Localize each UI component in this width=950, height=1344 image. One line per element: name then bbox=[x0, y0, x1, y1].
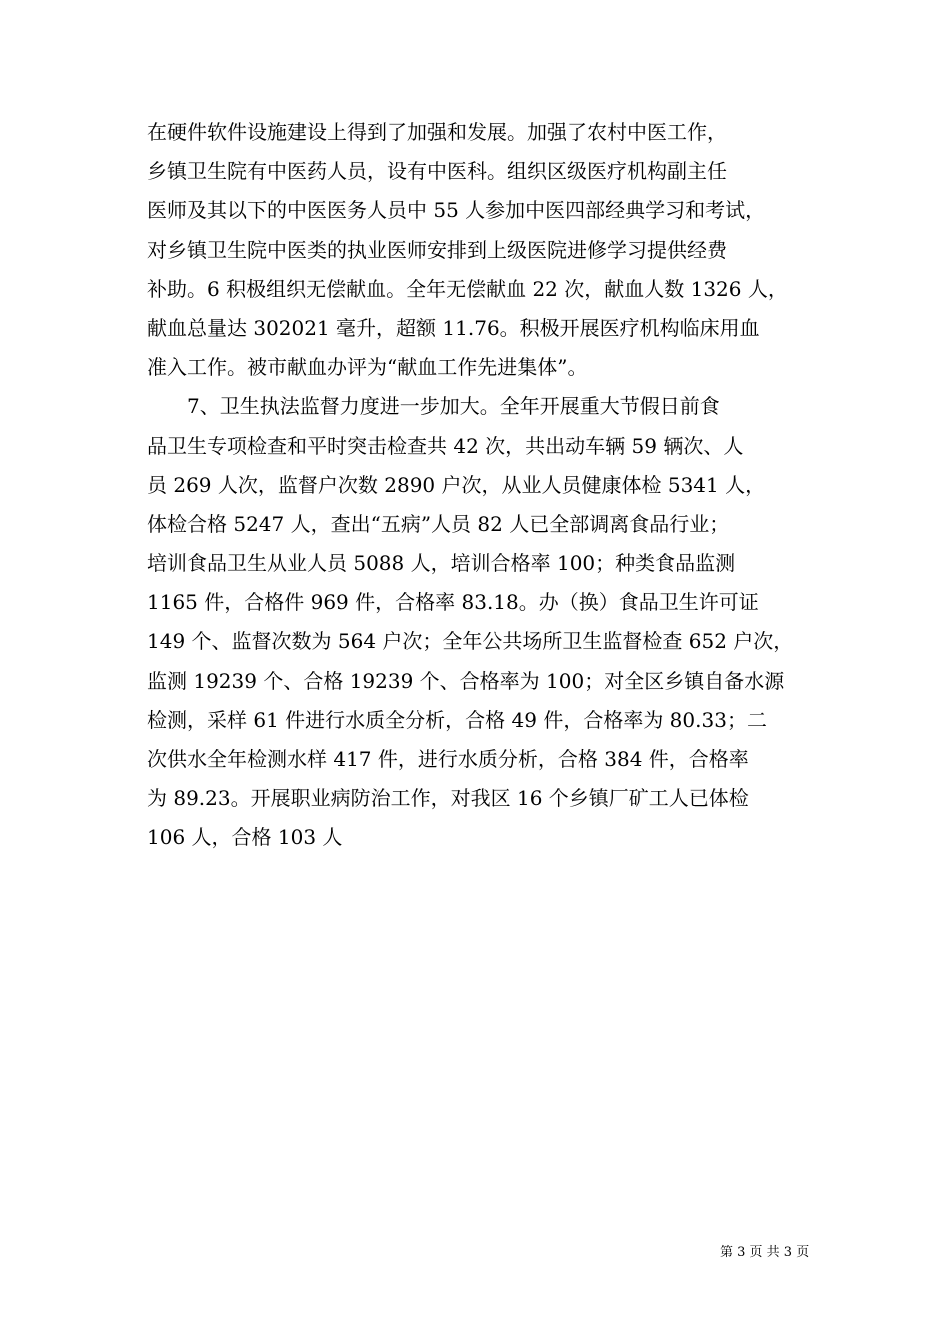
text-line: 员 269 人次，监督户次数 2890 户次，从业人员健康体检 5341 人， bbox=[147, 472, 766, 497]
text-line: 监测 19239 个、合格 19239 个、合格率为 100；对全区乡镇自备水源 bbox=[147, 668, 785, 693]
text-line: 次供水全年检测水样 417 件，进行水质分析，合格 384 件，合格率 bbox=[147, 747, 749, 771]
text-line: 对乡镇卫生院中医类的执业医师安排到上级医院进修学习提供经费 bbox=[147, 237, 727, 262]
text-line: 在硬件软件设施建设上得到了加强和发展。加强了农村中医工作， bbox=[147, 120, 727, 144]
text-line: 准入工作。被市献血办评为“献血工作先进集体”。 bbox=[147, 355, 588, 380]
page-number: 第 3 页 共 3 页 bbox=[720, 1245, 810, 1260]
text-line: 7、卫生执法监督力度进一步加大。全年开展重大节假日前食 bbox=[147, 394, 720, 419]
text-line: 乡镇卫生院有中医药人员，设有中医科。组织区级医疗机构副主任 bbox=[147, 159, 727, 184]
text-line: 检测，采样 61 件进行水质全分析，合格 49 件，合格率为 80.33；二 bbox=[147, 707, 767, 732]
text-line: 149 个、监督次数为 564 户次；全年公共场所卫生监督检查 652 户次， bbox=[147, 629, 794, 654]
text-line: 1165 件，合格件 969 件，合格率 83.18。办（换）食品卫生许可证 bbox=[147, 590, 759, 615]
text-line: 为 89.23。开展职业病防治工作，对我区 16 个乡镇厂矿工人已体检 bbox=[147, 786, 749, 811]
text-line: 补助。6 积极组织无偿献血。全年无偿献血 22 次，献血人数 1326 人， bbox=[147, 276, 788, 301]
text-line: 品卫生专项检查和平时突击检查共 42 次，共出动车辆 59 辆次、人 bbox=[147, 433, 744, 458]
text-line: 献血总量达 302021 毫升，超额 11.76。积极开展医疗机构临床用血 bbox=[147, 315, 760, 340]
text-line: 医师及其以下的中医医务人员中 55 人参加中医四部经典学习和考试， bbox=[147, 198, 766, 223]
text-line: 体检合格 5247 人，查出“五病”人员 82 人已全部调离食品行业； bbox=[147, 511, 730, 536]
text-line: 106 人，合格 103 人 bbox=[147, 825, 343, 850]
body-text bbox=[147, 113, 807, 858]
text-line: 培训食品卫生从业人员 5088 人，培训合格率 100；种类食品监测 bbox=[147, 551, 736, 576]
